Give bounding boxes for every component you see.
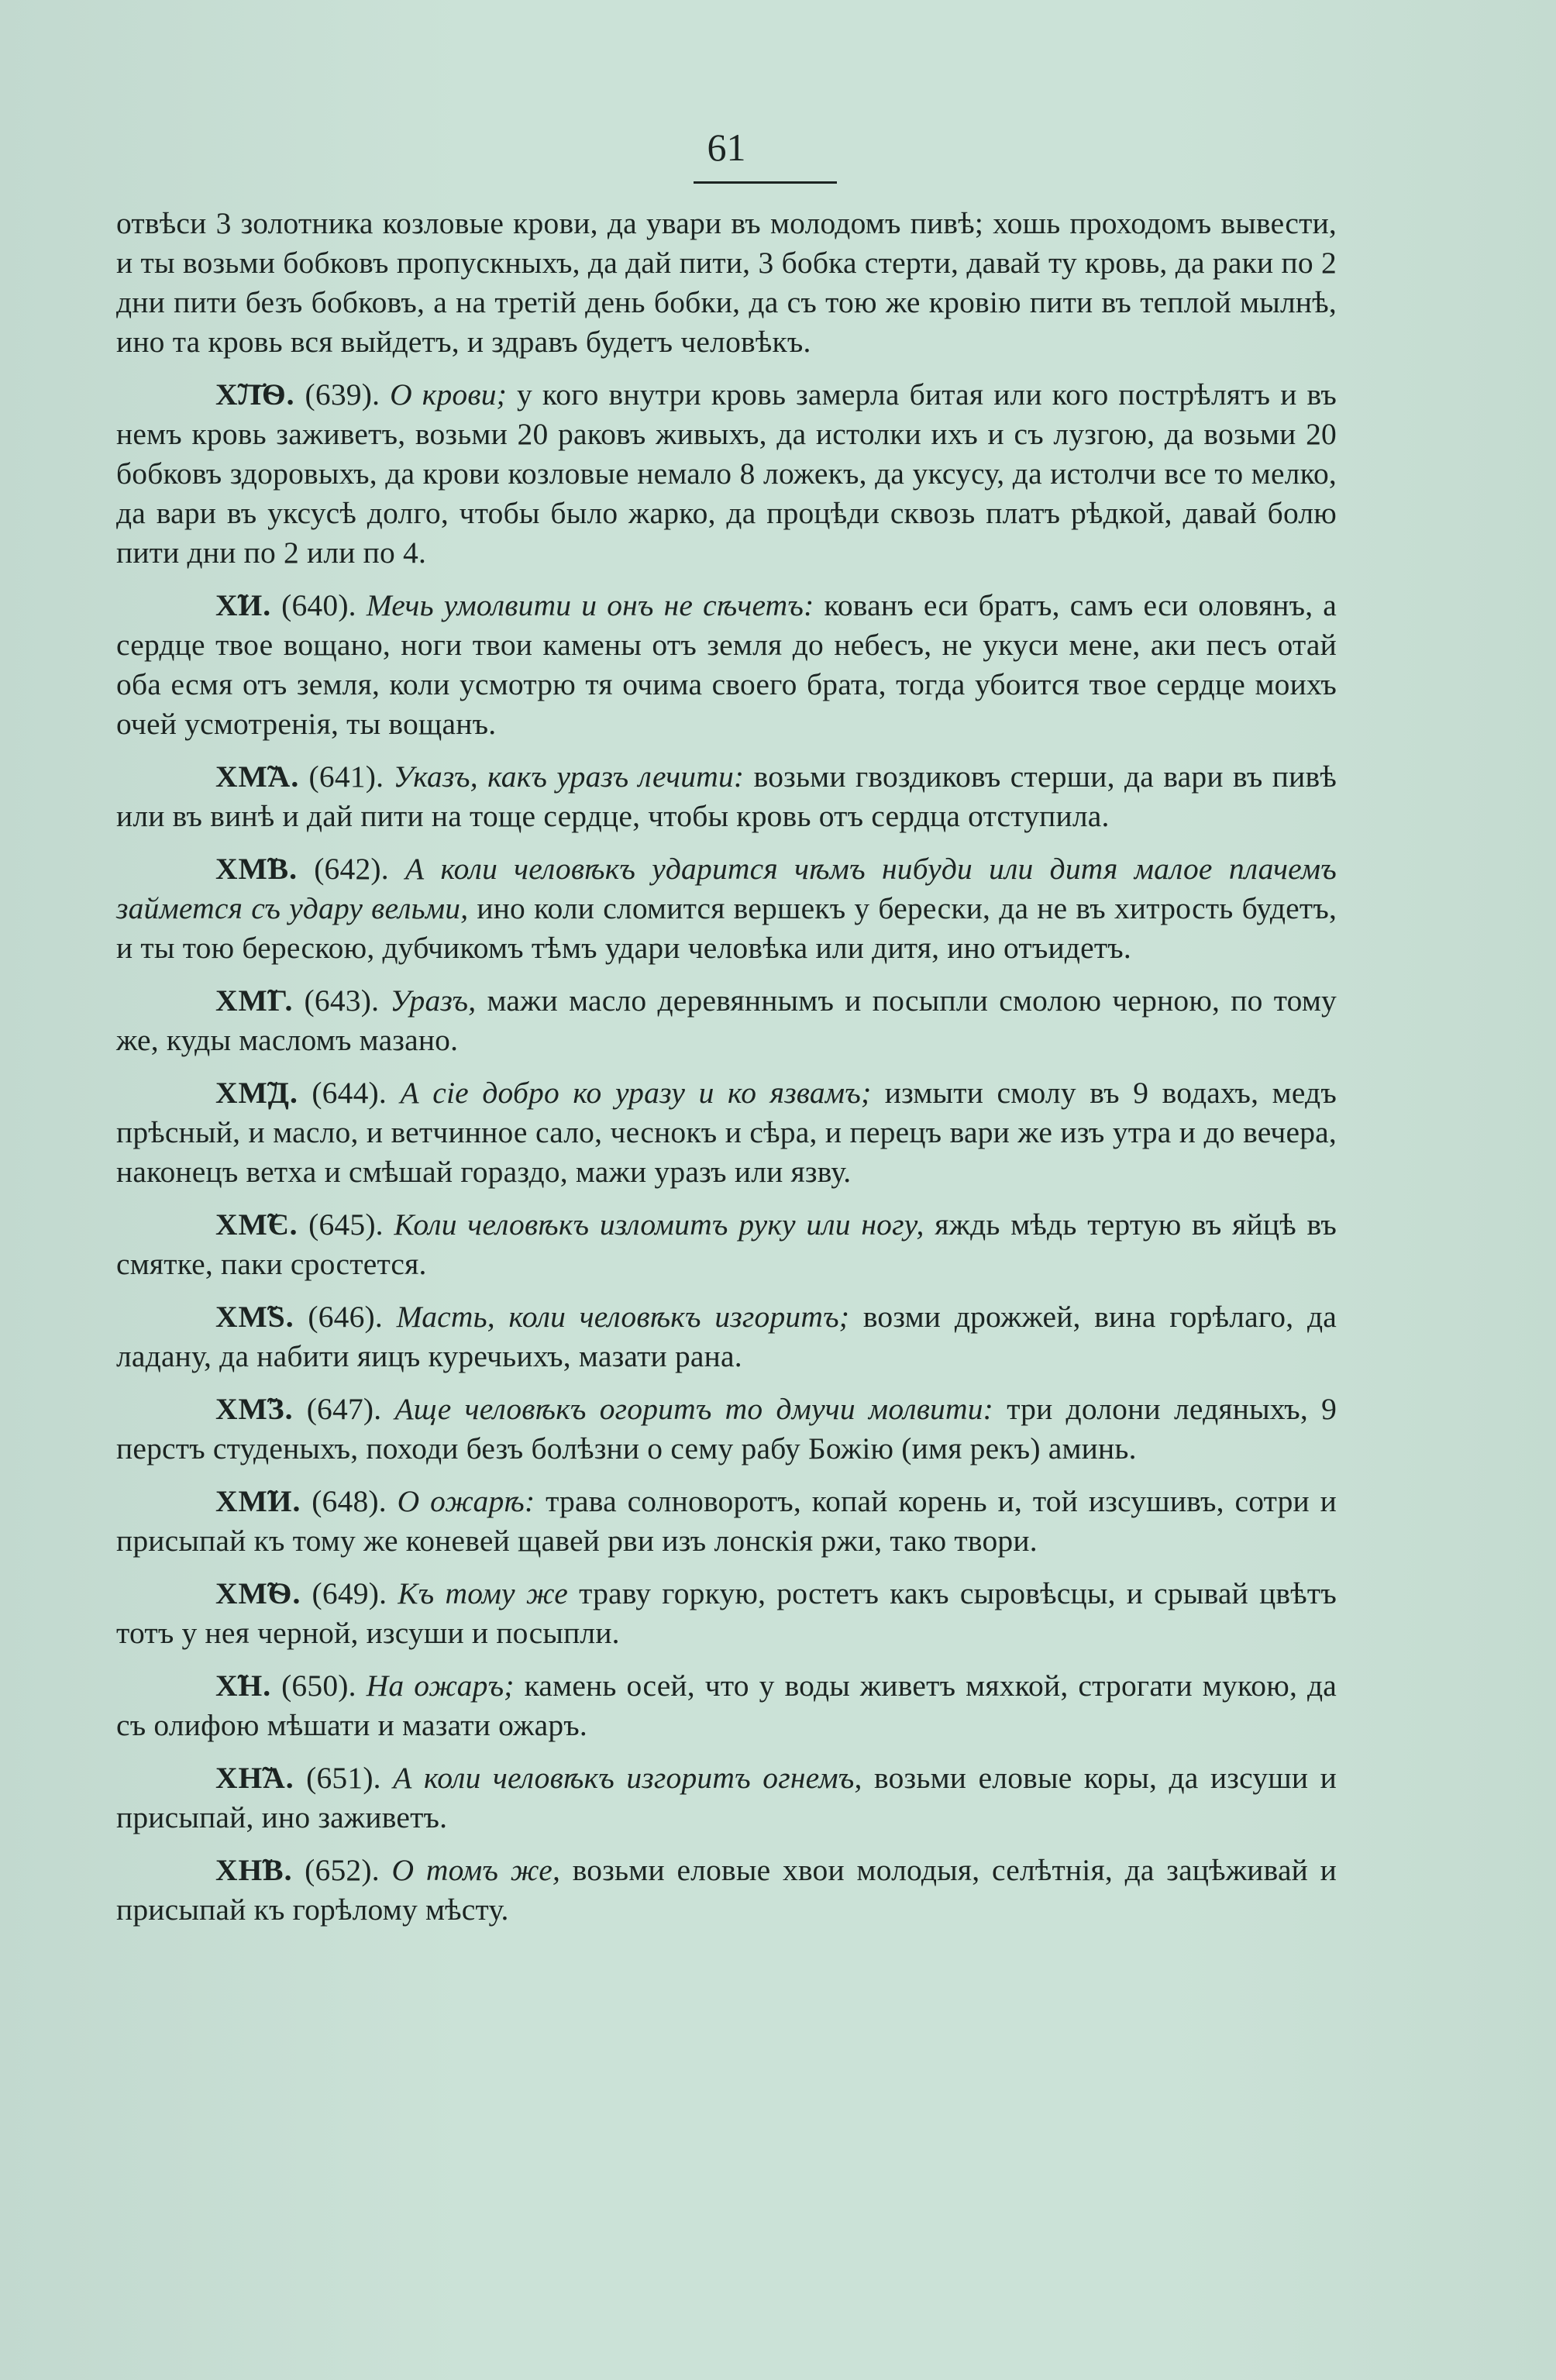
entry-numeral: ХМ̃А. — [215, 759, 300, 794]
entry-title: Къ тому же — [398, 1576, 569, 1610]
entry-title: А коли человѣкъ ударится чѣмъ нибуди или дитя малое плачемъ займется съ удару вельми, — [116, 852, 1337, 925]
entry-numeral: ХМ̃Ѕ. — [215, 1300, 294, 1334]
header-rule — [694, 181, 837, 184]
recipe-entry — [116, 1758, 1337, 1838]
entry-title: А сіе добро ко уразу и ко язвамъ; — [400, 1076, 872, 1110]
entry-numeral: Х̃И. — [215, 588, 272, 622]
entry-text: возьми еловые хвои молодыя, селѣтнія, да зацѣживай и присыпай къ горѣлому мѣсту. — [116, 1853, 1337, 1927]
entry-reference: (649). — [312, 1576, 387, 1610]
recipe-entry — [116, 1666, 1337, 1745]
entry-numeral: ХМ̃З. — [215, 1392, 294, 1426]
page-number: 61 — [707, 126, 746, 169]
entry-text: мажи масло деревяннымъ и посыпли смолою черною, по тому же, куды масломъ мазано. — [116, 983, 1337, 1057]
entry-text: возьми гвоздиковъ стерши, да вари въ пивѣ или въ винѣ и дай пити на тоще сердце, чтобы кровь отъ сердца отступила. — [116, 759, 1337, 833]
entry-text: ино коли сломится вершекъ у берески, да не въ хитрость будетъ, и ты тою берескою, дубчикомъ тѣмъ удари человѣка или дитя, ино отъидетъ. — [116, 891, 1337, 965]
recipe-entry — [116, 1482, 1337, 1561]
entry-reference: (644). — [312, 1076, 387, 1110]
entry-title: Уразъ, — [390, 983, 477, 1018]
entry-reference: (642). — [314, 852, 389, 886]
entry-numeral: ХМ̃И. — [215, 1484, 301, 1518]
entry-reference: (640). — [281, 588, 356, 622]
entry-title: Масть, коли человѣкъ изгоритъ; — [396, 1300, 850, 1334]
entry-title: А коли человѣкъ изгоритъ огнемъ, — [393, 1761, 862, 1795]
entry-reference: (647). — [306, 1392, 382, 1426]
recipe-entry — [116, 1574, 1337, 1653]
entry-title: Указъ, какъ уразъ лечити: — [393, 759, 745, 794]
recipe-entry — [116, 981, 1337, 1060]
entry-text: траву горкую, ростетъ какъ сыровѣсцы, и срывай цвѣтъ тотъ у нея черной, изсуши и посыпли. — [116, 1576, 1337, 1650]
entry-reference: (641). — [308, 759, 384, 794]
recipe-entry — [116, 1390, 1337, 1469]
entry-title: О ожарѣ: — [397, 1484, 535, 1518]
entry-numeral: ХМ̃Ѳ. — [215, 1576, 301, 1610]
recipe-entry — [116, 586, 1337, 744]
recipe-entry — [116, 1297, 1337, 1376]
entry-text: три долони ледяныхъ, 9 перстъ студеныхъ, походи безъ болѣзни о сему рабу Божію (имя рекъ) аминь. — [116, 1392, 1337, 1466]
entry-reference: (645). — [308, 1207, 384, 1242]
entry-text: трава солноворотъ, копай корень и, той изсушивъ, сотри и присыпай къ тому же коневей щавей рви изъ лонскія ржи, тако твори. — [116, 1484, 1337, 1558]
entry-numeral: ХМ̃Г. — [215, 983, 294, 1018]
entry-text: камень осей, что у воды живетъ мяхкой, строгати мукою, да съ олифою мѣшати и мазати ожаръ. — [116, 1669, 1337, 1742]
entry-title: О крови; — [390, 377, 508, 412]
recipe-entry — [116, 1851, 1337, 1930]
recipe-entry — [116, 375, 1337, 573]
entry-title: На ожаръ; — [366, 1669, 515, 1703]
entry-reference: (648). — [312, 1484, 387, 1518]
entry-reference: (652). — [305, 1853, 380, 1887]
entry-reference: (639). — [305, 377, 380, 412]
entry-text: возми дрожжей, вина горѣлаго, да ладану, да набити яицъ куречьихъ, мазати рана. — [116, 1300, 1337, 1373]
entry-text: яждь мѣдь тертую въ яйцѣ въ смятке, паки сростется. — [116, 1207, 1337, 1281]
entry-numeral: Х̃Л҃Ѳ. — [215, 377, 295, 412]
entry-reference: (646). — [308, 1300, 383, 1334]
entry-reference: (643). — [304, 983, 380, 1018]
entry-numeral: Х̃Н. — [215, 1669, 272, 1703]
text-body — [116, 204, 1337, 1930]
entry-numeral: ХМ̃Є. — [215, 1207, 298, 1242]
entry-numeral: ХН̃А. — [215, 1761, 294, 1795]
entry-numeral: ХН̃В. — [215, 1853, 293, 1887]
entry-title: Аще человѣкъ огоритъ то дмучи молвити: — [394, 1392, 994, 1426]
entry-numeral: ХМ̃В. — [215, 852, 298, 886]
recipe-entry — [116, 757, 1337, 836]
recipe-entry — [116, 1073, 1337, 1192]
entry-reference: (650). — [281, 1669, 356, 1703]
entry-text: у кого внутри кровь замерла битая или кого пострѣлятъ и въ немъ кровь заживетъ, возьми 20 раковъ живыхъ, да истолки ихъ и съ лузгою, да возьми 20 бобковъ здоровыхъ, да крови козловые немало 8 ложекъ, да уксусу, да истолчи все то мелко, да вари въ уксусѣ долго, чтобы было жарко, да процѣди сквозь платъ рѣдкой, давай болю пити дни по 2 или по 4. — [116, 377, 1337, 570]
recipe-entry — [116, 849, 1337, 968]
entry-numeral: ХМ̃Д. — [215, 1076, 298, 1110]
entry-title: О томъ же, — [391, 1853, 561, 1887]
entry-title: Коли человѣкъ изломитъ руку или ногу, — [394, 1207, 924, 1242]
entry-text: возьми еловые коры, да изсуши и присыпай, ино заживетъ. — [116, 1761, 1337, 1834]
entry-title: Мечь умолвити и онъ не сѣчетъ: — [366, 588, 814, 622]
entry-text: измыти смолу въ 9 водахъ, медъ прѣсный, и масло, и ветчинное сало, чеснокъ и сѣра, и перецъ вари же изъ утра и до вечера, наконецъ ветха и смѣшай гораздо, мажи уразъ или язву. — [116, 1076, 1337, 1189]
paragraph-text: отвѣси 3 золотника козловые крови, да увари въ молодомъ пивѣ; хошь проходомъ вывести, и ты возьми бобковъ пропускныхъ, да дай пити, 3 бобка стерти, давай ту кровь, да раки по 2 дни пити безъ бобковъ, а на третій день бобки, да съ тою же кровію пити въ теплой мылнѣ, ино та кровь вся выйдетъ, и здравъ будетъ человѣкъ. — [116, 206, 1337, 359]
entry-text: кованъ еси братъ, самъ еси оловянъ, а сердце твое вощано, ноги твои камены отъ земля до небесъ, не укуси мене, аки песъ отай оба есмя отъ земля, коли усмотрю тя очима своего брата, тогда убоится твое сердце моихъ очей усмотренія, ты вощанъ. — [116, 588, 1337, 741]
paragraph — [116, 204, 1337, 362]
entry-reference: (651). — [306, 1761, 381, 1795]
recipe-entry — [116, 1205, 1337, 1284]
